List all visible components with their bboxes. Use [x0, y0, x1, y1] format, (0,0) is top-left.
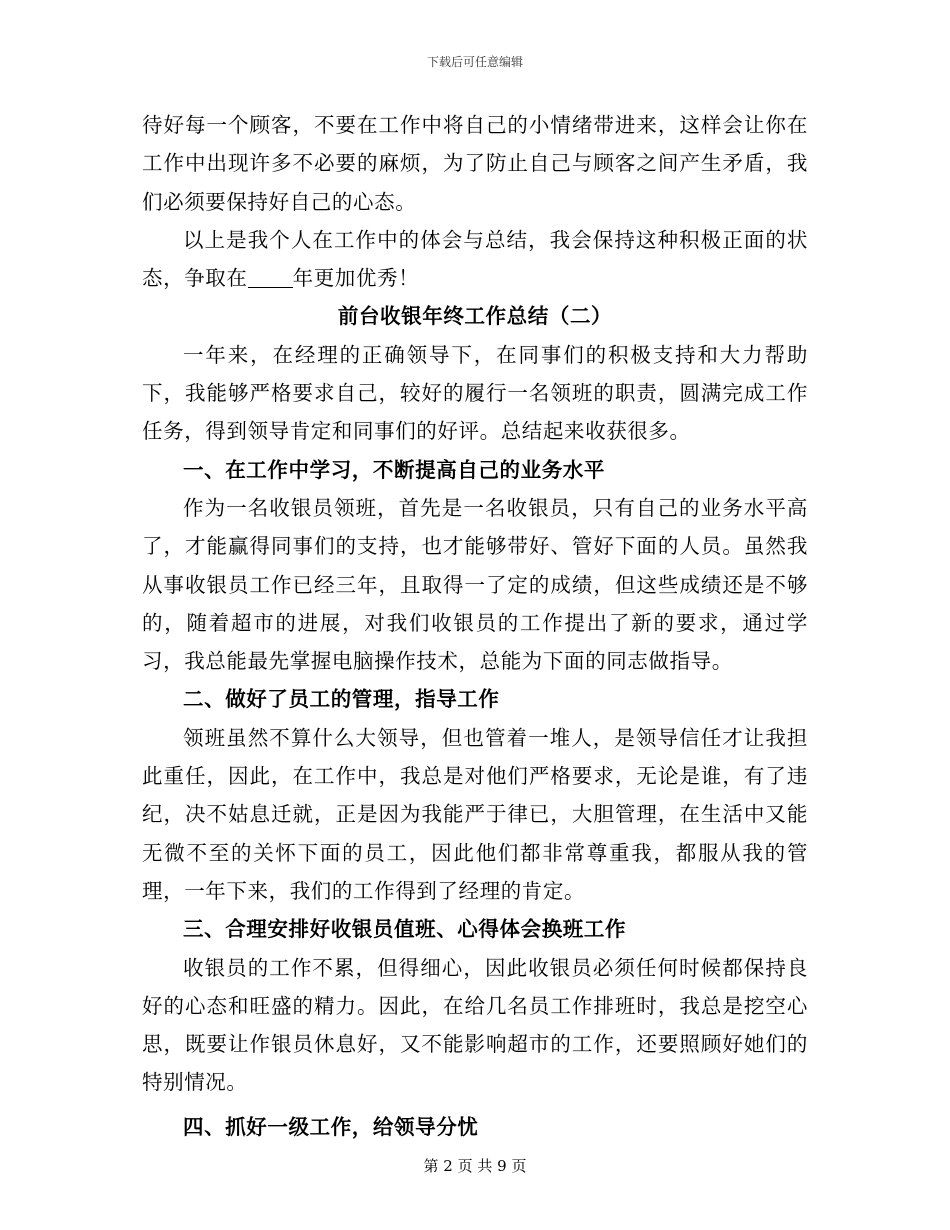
- paragraph-intro: 一年来，在经理的正确领导下，在同事们的积极支持和大力帮助下，我能够严格要求自己，较好的履行一名领班的职责，圆满完成工作任务，得到领导肯定和同事们的好评。总结起来收获很多。: [142, 342, 808, 444]
- document-body: [142, 106, 808, 1146]
- page-footer: 第 2 页 共 9 页: [423, 1157, 527, 1175]
- heading-one: 一、在工作中学习，不断提高自己的业务水平: [183, 457, 605, 482]
- paragraph-three: 收银员的工作不累，但得细心，因此收银员必须任何时候都保持良好的心态和旺盛的精力。因此，在给几名员工作排班时，我总是挖空心思，既要让作银员休息好，又不能影响超市的工作，还要照顾好她们的特别情况。: [142, 955, 808, 1095]
- section-title: 前台收银年终工作总结（二）: [337, 304, 613, 329]
- paragraph-two: 领班虽然不算什么大领导，但也管着一堆人，是领导信任才让我担此重任，因此，在工作中，我总是对他们严格要求，无论是谁，有了违纪，决不姑息迁就，正是因为我能严于律已，大胆管理，在生活中又能无微不至的关怀下面的员工，因此他们都非常尊重我，都服从我的管理，一年下来，我们的工作得到了经理的肯定。: [142, 725, 808, 903]
- page-header: 下载后可任意编辑: [426, 55, 523, 69]
- heading-two: 二、做好了员工的管理，指导工作: [183, 687, 500, 712]
- paragraph-one: 作为一名收银员领班，首先是一名收银员，只有自己的业务水平高了，才能赢得同事们的支持，也才能够带好、管好下面的人员。虽然我从事收银员工作已经三年，且取得一了定的成绩，但这些成绩还是不够的，随着超市的进展，对我们收银员的工作提出了新的要求，通过学习，我总能最先掌握电脑操作技术，总能为下面的同志做指导。: [142, 495, 808, 674]
- year-blank: [248, 267, 293, 289]
- paragraph-summary: [142, 221, 808, 298]
- paragraph-continued: 待好每一个顾客，不要在工作中将自己的小情绪带进来，这样会让你在工作中出现许多不必要的麻烦，为了防止自己与顾客之间产生矛盾，我们必须要保持好自己的心态。: [142, 113, 808, 214]
- heading-four: 四、抓好一级工作，给领导分忧: [183, 1114, 479, 1139]
- paragraph-summary-start: 以上是我个人在工作中的体会与总结，我会保持这种积极正面的状态，争取在: [142, 227, 808, 291]
- heading-three: 三、合理安排好收银员值班、心得体会换班工作: [183, 917, 627, 942]
- paragraph-summary-end: 年更加优秀！: [292, 266, 420, 291]
